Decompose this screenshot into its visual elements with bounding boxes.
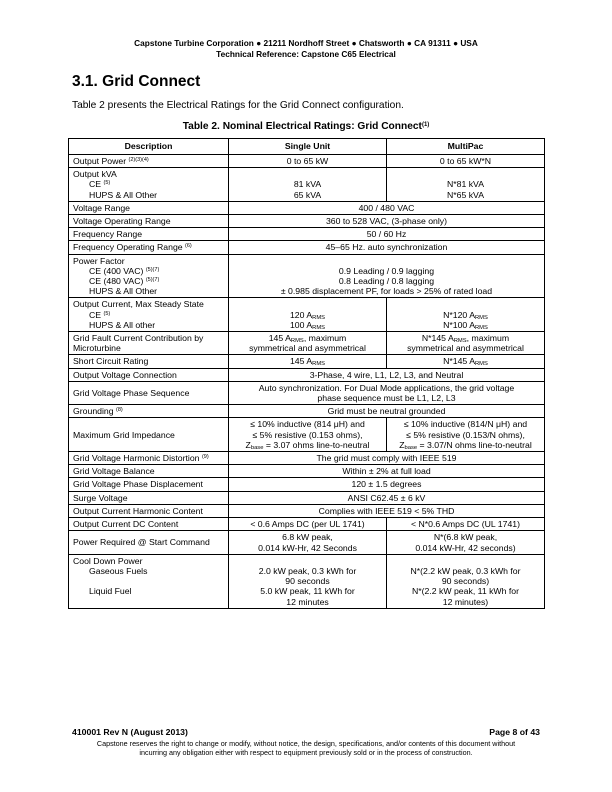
row-label: Surge Voltage — [69, 491, 229, 504]
electrical-ratings-table — [68, 138, 545, 609]
row-label: Output Current Harmonic Content — [69, 504, 229, 517]
header-doc-title: Technical Reference: Capstone C65 Electrical — [216, 48, 396, 59]
single-value: 0 to 65 kW — [229, 155, 387, 168]
table-row — [69, 554, 545, 608]
shared-value: 120 ± 1.5 degrees — [229, 478, 545, 491]
table-row — [69, 215, 545, 228]
col-header-description: Description — [69, 139, 229, 155]
single-value: 145 ARMS — [229, 355, 387, 368]
single-value: 2.0 kW peak, 0.3 kWh for 90 seconds 5.0 kW peak, 11 kWh for 12 minutes — [229, 554, 387, 608]
col-header-multipac: MultiPac — [387, 139, 545, 155]
table-row — [69, 381, 545, 404]
footer-disclaimer: Capstone reserves the right to change or modify, without notice, the design, specifications, and/or contents of this document without incurring any obligation either with respect to equipment previously sold or in the process of construction. — [96, 739, 516, 757]
shared-value: Auto synchronization. For Dual Mode applications, the grid voltage phase sequence must be L1, L2, L3 — [229, 381, 545, 404]
row-label: Grid Voltage Phase Displacement — [69, 478, 229, 491]
col-header-single-unit: Single Unit — [229, 139, 387, 155]
row-label: Output Current DC Content — [69, 518, 229, 531]
multi-value: 0 to 65 kW*N — [387, 155, 545, 168]
page-header — [0, 38, 612, 59]
row-label: Frequency Range — [69, 228, 229, 241]
table-row — [69, 332, 545, 355]
table-row — [69, 355, 545, 368]
row-label: Voltage Operating Range — [69, 215, 229, 228]
shared-value: 50 / 60 Hz — [229, 228, 545, 241]
single-value: < 0.6 Amps DC (per UL 1741) — [229, 518, 387, 531]
shared-value: Within ± 2% at full load — [229, 465, 545, 478]
multi-value: N*145 ARMS, maximum symmetrical and asymmetrical — [387, 332, 545, 355]
row-label: Power Factor CE (400 VAC) $^{(5)(7)}$ CE (480 VAC) $^{(5)(7)}$ HUPS & All Other — [69, 254, 229, 298]
table-row — [69, 201, 545, 214]
footer-page-number: Page 8 of 43 — [489, 727, 540, 737]
row-label: Voltage Range — [69, 201, 229, 214]
table-caption — [0, 121, 612, 132]
table-row — [69, 452, 545, 465]
multi-value: N*120 ARMS N*100 ARMS — [387, 298, 545, 332]
shared-value: Complies with IEEE 519 < 5% THD — [229, 504, 545, 517]
shared-value: Grid must be neutral grounded — [229, 405, 545, 418]
row-label: Output Voltage Connection — [69, 368, 229, 381]
single-value: 120 ARMS 100 ARMS — [229, 298, 387, 332]
shared-value: 45–65 Hz. auto synchronization — [229, 241, 545, 254]
single-value: 6.8 kW peak, 0.014 kW-Hr, 42 Seconds — [229, 531, 387, 554]
table-row — [69, 241, 545, 254]
row-label: Grid Voltage Phase Sequence — [69, 381, 229, 404]
multi-value: N*81 kVA N*65 kVA — [387, 168, 545, 202]
row-label: Grid Fault Current Contribution by Microturbine — [69, 332, 229, 355]
row-label: Output Power $^{(2)(3)(4)}$ — [69, 155, 229, 168]
caption-text: Table 2. Nominal Electrical Ratings: Grid Connect — [182, 121, 422, 132]
row-label: Output Current, Max Steady State CE $^{(5)}$ HUPS & All other — [69, 298, 229, 332]
row-label: Cool Down Power Gaseous Fuels Liquid Fuel — [69, 554, 229, 608]
row-label: Maximum Grid Impedance — [69, 418, 229, 452]
table-row — [69, 168, 545, 202]
single-value: 145 ARMS, maximum symmetrical and asymmetrical — [229, 332, 387, 355]
table-row — [69, 465, 545, 478]
table-row — [69, 518, 545, 531]
multi-value: < N*0.6 Amps DC (UL 1741) — [387, 518, 545, 531]
table-row — [69, 155, 545, 168]
shared-value: The grid must comply with IEEE 519 — [229, 452, 545, 465]
row-label: Short Circuit Rating — [69, 355, 229, 368]
row-label: Frequency Operating Range $^{(6)}$ — [69, 241, 229, 254]
table-row — [69, 228, 545, 241]
shared-value: 360 to 528 VAC, (3-phase only) — [229, 215, 545, 228]
intro-paragraph: Table 2 presents the Electrical Ratings for the Grid Connect configuration. — [72, 100, 404, 111]
row-label: Output kVA CE $^{(5)}$ HUPS & All Other — [69, 168, 229, 202]
table-row — [69, 478, 545, 491]
table-row — [69, 418, 545, 452]
table-row — [69, 368, 545, 381]
table-row — [69, 405, 545, 418]
table-row — [69, 531, 545, 554]
table-row — [69, 504, 545, 517]
single-value: 81 kVA 65 kVA — [229, 168, 387, 202]
multi-value: N*145 ARMS — [387, 355, 545, 368]
row-label: Power Required @ Start Command — [69, 531, 229, 554]
multi-value: ≤ 10% inductive (814/N μH) and ≤ 5% resistive (0.153/N ohms), Zbase = 3.07/N ohms line-to-neutral — [387, 418, 545, 452]
shared-value: 400 / 480 VAC — [229, 201, 545, 214]
multi-value: N*(2.2 kW peak, 0.3 kWh for 90 seconds) N*(2.2 kW peak, 11 kWh for 12 minutes) — [387, 554, 545, 608]
shared-value: 3-Phase, 4 wire, L1, L2, L3, and Neutral — [229, 368, 545, 381]
single-value: ≤ 10% inductive (814 μH) and ≤ 5% resistive (0.153 ohms), Zbase = 3.07 ohms line-to-neutral — [229, 418, 387, 452]
section-title: 3.1. Grid Connect — [72, 73, 201, 90]
row-label: Grid Voltage Balance — [69, 465, 229, 478]
header-company-line: Capstone Turbine Corporation ● 21211 Nordhoff Street ● Chatsworth ● CA 91311 ● USA — [134, 38, 478, 48]
table-row — [69, 298, 545, 332]
shared-value: ANSI C62.45 ± 6 kV — [229, 491, 545, 504]
multi-value: N*(6.8 kW peak, 0.014 kW-Hr, 42 seconds) — [387, 531, 545, 554]
row-label: Grid Voltage Harmonic Distortion $^{(9)}$ — [69, 452, 229, 465]
table-header-row — [69, 139, 545, 155]
footer-doc-revision: 410001 Rev N (August 2013) — [72, 727, 188, 737]
caption-footnote: (1) — [421, 122, 430, 128]
shared-value: 0.9 Leading / 0.9 lagging 0.8 Leading / 0.8 lagging ± 0.985 displacement PF, for loads > 25% of rated load — [229, 254, 545, 298]
row-label: Grounding $^{(8)}$ — [69, 405, 229, 418]
table-row — [69, 491, 545, 504]
table-row — [69, 254, 545, 298]
